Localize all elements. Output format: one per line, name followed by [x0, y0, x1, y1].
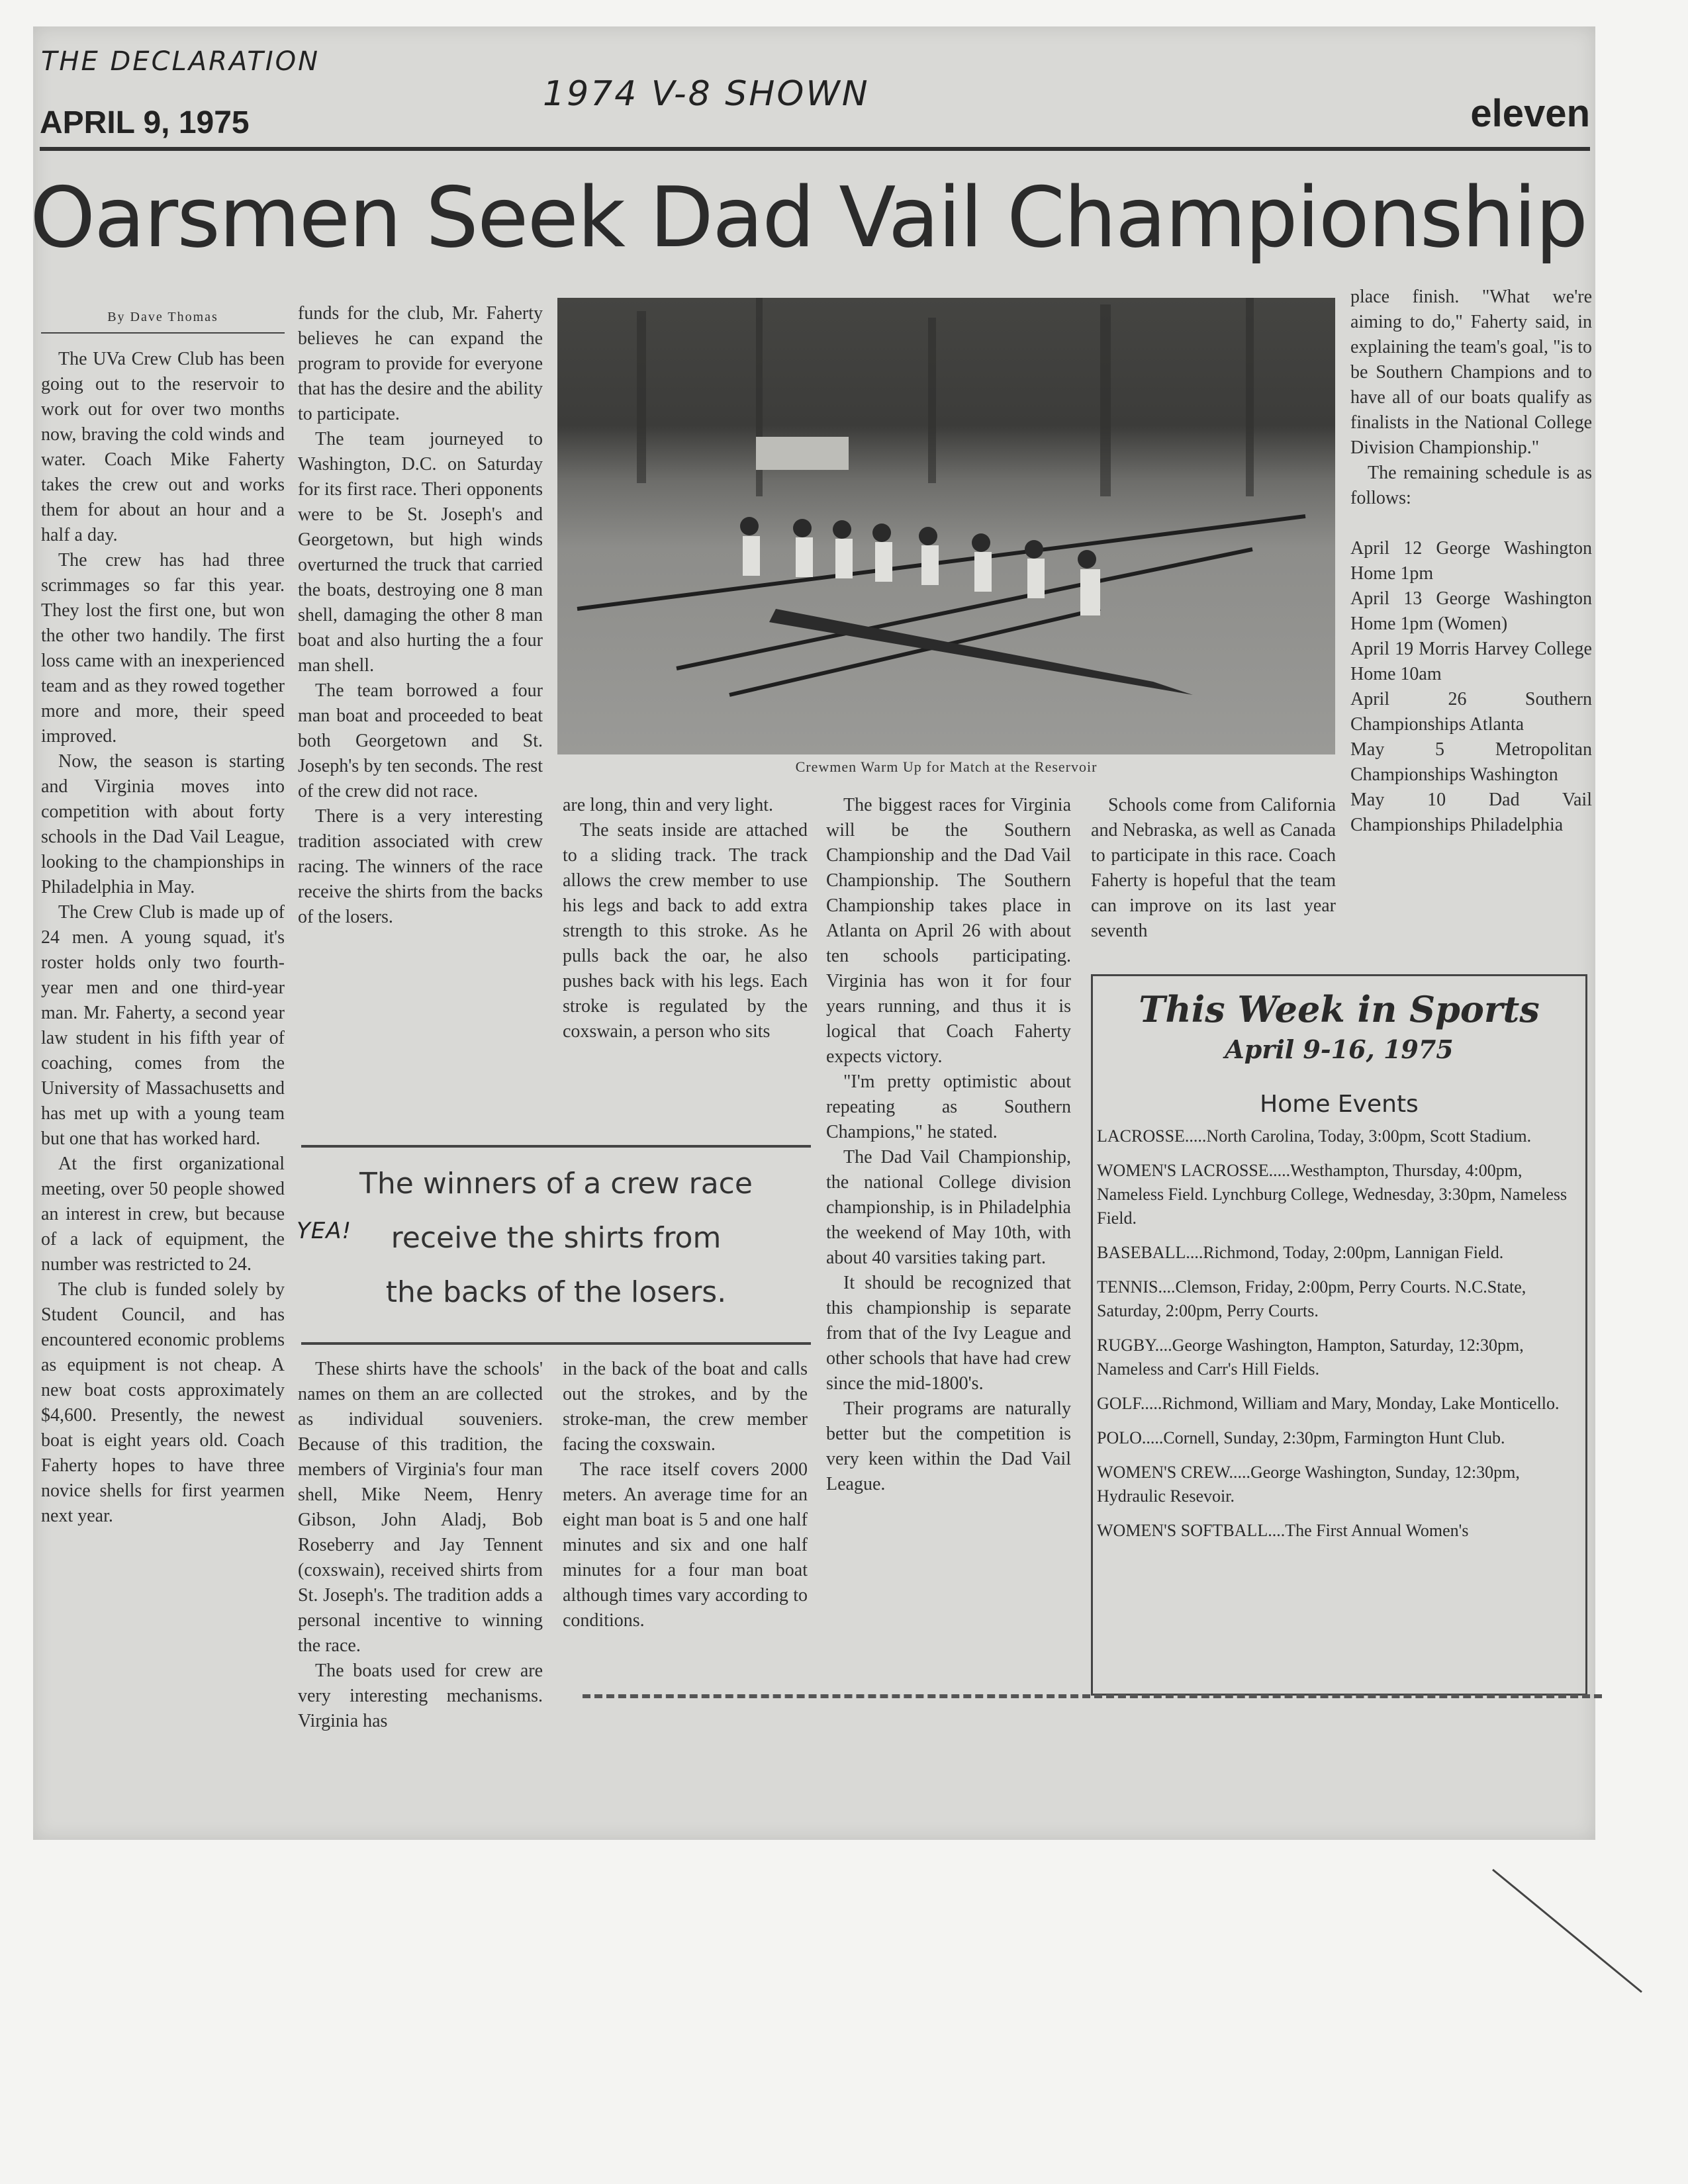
- event-details: .....Cornell, Sunday, 2:30pm, Farmington Hunt Club.: [1141, 1428, 1505, 1447]
- article-column-4: [826, 793, 1071, 1680]
- event-name: LACROSSE: [1097, 1126, 1185, 1146]
- issue-date: APRIL 9, 1975: [40, 105, 250, 140]
- article-column-3-top: [563, 793, 808, 1137]
- headline: Oarsmen Seek Dad Vail Championship: [30, 169, 1587, 266]
- paragraph: are long, thin and very light.: [563, 795, 774, 815]
- margin-note: YEA!: [297, 1218, 352, 1244]
- torn-edge: [583, 1694, 1602, 1725]
- pull-quote-line: The winners of a crew race: [359, 1167, 753, 1201]
- article-column-2-top: [298, 301, 543, 1142]
- sports-box-title: This Week in Sports: [1139, 988, 1540, 1030]
- event-name: RUGBY: [1097, 1336, 1155, 1355]
- paragraph: These shirts have the schools' names on them an are collected as individual souveniers. Because of this tradition, the members of Virginia's four man shell, Mike Neem, Henry Gibson, John Aladj, Bob Roseberry and Jay Tennent (coxswain), received shirts from St. Joseph's. The tradition adds a personal incentive to winning the race.: [298, 1359, 543, 1656]
- event-name: TENNIS: [1097, 1277, 1158, 1297]
- paragraph: The Crew Club is made up of 24 men. A young squad, it's roster holds only two fourth-year men and one third-year man. Mr. Faherty, a second year law student in his fifth year of coaching, comes from the University of Massachusetts and has met up with a young team but one that has worked hard.: [41, 902, 285, 1149]
- schedule-item: April 13 George Washington Home 1pm (Women): [1350, 588, 1592, 634]
- paragraph: Schools come from California and Nebraska, as well as Canada to participate in this race. Coach Faherty is hopeful that the team can improve on its last year seventh: [1091, 795, 1336, 941]
- schedule-item: May 5 Metropolitan Championships Washington: [1350, 739, 1592, 785]
- event-details: ....Clemson, Friday, 2:00pm, Perry Courts. N.C.State, Saturday, 2:00pm, Perry Courts.: [1097, 1277, 1526, 1320]
- pull-quote-line: the backs of the losers.: [385, 1275, 727, 1309]
- event-details: ....The First Annual Women's: [1268, 1521, 1469, 1540]
- byline: By Dave Thomas: [41, 304, 285, 334]
- paragraph: The race itself covers 2000 meters. An average time for an eight man boat is 5 and one half minutes and six and one half minutes for a four man boat although times vary according to conditions.: [563, 1459, 808, 1631]
- event-name: POLO: [1097, 1428, 1142, 1447]
- paragraph: The crew has had three scrimmages so far this year. They lost the first one, but won the other two handily. The first loss came with an inexperienced team and as they rowed together more and more, their speed improved.: [41, 550, 285, 747]
- schedule-item: May 10 Dad Vail Championships Philadelphia: [1350, 790, 1592, 835]
- paragraph: The remaining schedule is as follows:: [1350, 463, 1592, 508]
- event-details: .....Westhampton, Thursday, 4:00pm, Nameless Field. Lynchburg College, Wednesday, 3:30pm, Nameless Field.: [1097, 1161, 1568, 1228]
- page-number: eleven: [1470, 92, 1590, 135]
- event-entry: [1093, 1519, 1585, 1543]
- event-entry: [1093, 1124, 1585, 1148]
- article-column-6: [1350, 285, 1592, 966]
- event-entry: [1093, 1426, 1585, 1450]
- paragraph: "I'm pretty optimistic about repeating as Southern Champions," he stated.: [826, 1071, 1071, 1142]
- pull-quote-line: receive the shirts from: [391, 1221, 722, 1255]
- event-name: WOMEN'S SOFTBALL: [1097, 1521, 1268, 1540]
- schedule-item: April 12 George Washington Home 1pm: [1350, 538, 1592, 584]
- event-entry: [1093, 1159, 1585, 1230]
- paragraph: Their programs are naturally better but the competition is very keen within the Dad Vail League.: [826, 1398, 1071, 1494]
- paragraph: in the back of the boat and calls out the strokes, and by the stroke-man, the crew member facing the coxswain.: [563, 1359, 808, 1455]
- paragraph: Now, the season is starting and Virginia moves into competition with about forty schools in the Dad Vail League, looking to the championships in Philadelphia in May.: [41, 751, 285, 897]
- paragraph: The biggest races for Virginia will be the Southern Championship and the Dad Vail Championship. The Southern Championship takes place in Atlanta on April 26 with about ten schools participating. Virginia has won it for four years running, and thus it is logical that Coach Faherty expects victory.: [826, 795, 1071, 1067]
- photo-caption: Crewmen Warm Up for Match at the Reservoir: [795, 758, 1098, 775]
- paragraph: place finish. "What we're aiming to do," Faherty said, in explaining the team's goal, "is to be Southern Champions and to have all of our boats qualify as finalists in the National College Division Championship.": [1350, 287, 1592, 458]
- this-week-in-sports-box: [1091, 974, 1587, 1696]
- paragraph: The club is funded solely by Student Council, and has encountered economic problems as equipment is not cheap. A new boat costs approximately $4,600. Presently, the newest boat is eight years old. Coach Faherty hopes to have three novice shells for first yearmen next year.: [41, 1279, 285, 1526]
- sports-box-dates: April 9-16, 1975: [1225, 1034, 1454, 1064]
- paragraph: At the first organizational meeting, over 50 people showed an interest in crew, but because of a lack of equipment, the number was restricted to 24.: [41, 1154, 285, 1275]
- header-rule: [40, 147, 1590, 151]
- paragraph: The Dad Vail Championship, the national College division championship, is in Philadelphia the weekend of May 10th, with about 40 varsities taking part.: [826, 1147, 1071, 1268]
- event-name: WOMEN'S LACROSSE: [1097, 1161, 1269, 1180]
- paragraph: The seats inside are attached to a sliding track. The track allows the crew member to use his legs and back to add extra strength to this stroke. As he pulls back the oar, he also pushes back with his legs. Each stroke is regulated by the coxswain, a person who sits: [563, 820, 808, 1042]
- article-column-5: [1091, 793, 1336, 965]
- corner-mark: [1489, 1866, 1648, 1999]
- handwritten-note: 1974 V-8 SHOWN: [543, 74, 870, 114]
- schedule-item: April 19 Morris Harvey College Home 10am: [1350, 639, 1592, 684]
- event-details: ....Richmond, Today, 2:00pm, Lannigan Field.: [1186, 1243, 1504, 1262]
- article-column-1: [41, 304, 285, 1846]
- paragraph: funds for the club, Mr. Faherty believes he can expand the program to provide for everyone that has the desire and the ability to participate.: [298, 303, 543, 424]
- paragraph: There is a very interesting tradition associated with crew racing. The winners of the race receive the shirts from the backs of the losers.: [298, 806, 543, 927]
- event-entry: [1093, 1334, 1585, 1381]
- paragraph: The boats used for crew are very interesting mechanisms. Virginia has: [298, 1661, 543, 1731]
- event-name: WOMEN'S CREW: [1097, 1463, 1229, 1482]
- paragraph: The team journeyed to Washington, D.C. on Saturday for its first race. Theri opponents were to be St. Joseph's and Georgetown, but high winds overturned the truck that carried the boats, destroying one 8 man shell, damaging the other 8 man boat and also hurting the a four man shell.: [298, 429, 543, 676]
- event-name: GOLF: [1097, 1394, 1141, 1413]
- event-details: .....George Washington, Sunday, 12:30pm, Hydraulic Resevoir.: [1097, 1463, 1520, 1506]
- paragraph: It should be recognized that this championship is separate from that of the Ivy League and other schools that have had crew since the mid-1800's.: [826, 1273, 1071, 1394]
- event-details: ....George Washington, Hampton, Saturday, 12:30pm, Nameless and Carr's Hill Fields.: [1097, 1336, 1524, 1379]
- event-details: .....Richmond, William and Mary, Monday, Lake Monticello.: [1140, 1394, 1560, 1413]
- event-name: BASEBALL: [1097, 1243, 1186, 1262]
- event-entry: [1093, 1461, 1585, 1508]
- event-entry: [1093, 1241, 1585, 1265]
- article-column-3-bottom: [563, 1357, 808, 1694]
- handwritten-paper-name: THE DECLARATION: [41, 46, 320, 77]
- paragraph: The UVa Crew Club has been going out to the reservoir to work out for over two months now, braving the cold winds and water. Coach Mike Faherty takes the crew out and works them for about an hour and a half a day.: [41, 349, 285, 545]
- pull-quote: [301, 1145, 811, 1345]
- article-column-2-bottom: [298, 1357, 543, 1846]
- crew-photo: [557, 298, 1335, 754]
- paragraph: The team borrowed a four man boat and proceeded to beat both Georgetown and St. Joseph's by ten seconds. The rest of the crew did not race.: [298, 680, 543, 801]
- sports-box-subtitle: Home Events: [1260, 1091, 1419, 1118]
- event-entry: [1093, 1275, 1585, 1323]
- schedule-item: April 26 Southern Championships Atlanta: [1350, 689, 1592, 735]
- event-entry: [1093, 1392, 1585, 1416]
- event-details: .....North Carolina, Today, 3:00pm, Scott Stadium.: [1184, 1126, 1532, 1146]
